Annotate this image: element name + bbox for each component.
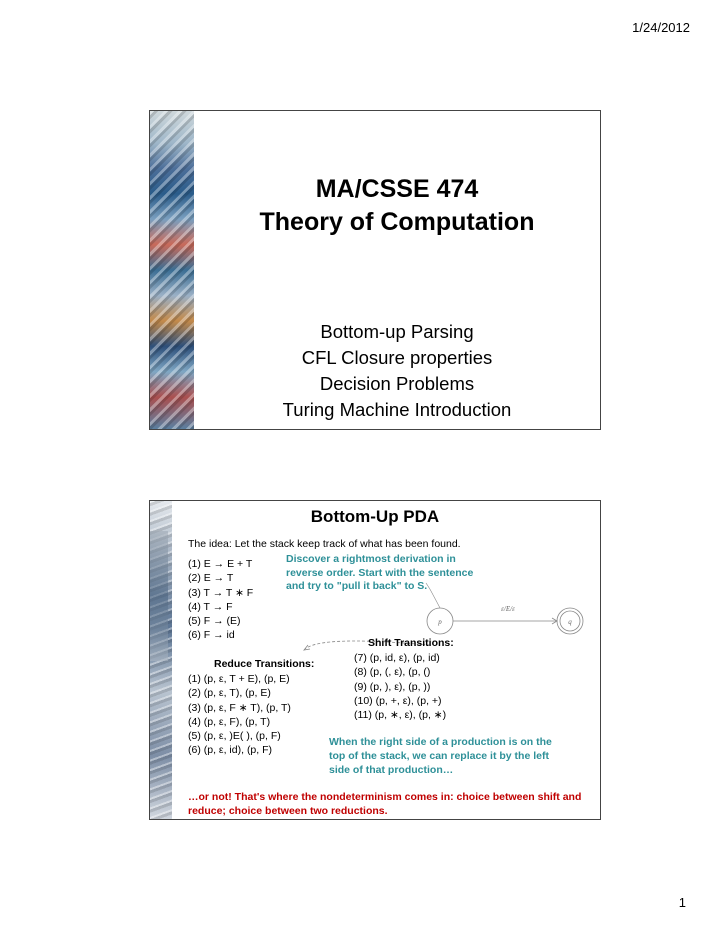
reduce-transition: (3) (p, ε, F ∗ T), (p, T) — [188, 701, 291, 714]
reduce-heading: Reduce Transitions: — [214, 658, 315, 670]
reduce-transition: (6) (p, ε, id), (p, F) — [188, 744, 273, 757]
production: (2) E → T — [188, 572, 234, 585]
pda-edge-label: ε/E/ε — [501, 605, 515, 613]
slide-title — [149, 110, 601, 430]
discover-note: Discover a rightmost derivation in reverse order. Start with the sentence and try to "pull it back" to S. — [286, 553, 474, 592]
shift-transition: (11) (p, ∗, ε), (p, ∗) — [354, 709, 447, 722]
reduce-transition: (4) (p, ε, F), (p, T) — [188, 715, 271, 728]
pda-state-q-label: q — [568, 618, 572, 626]
reduce-transition: (2) (p, ε, T), (p, E) — [188, 687, 271, 700]
right-side-note: When the right side of a production is on the top of the stack, we can replace it by the left side of that production… — [329, 736, 552, 776]
topic-item: Decision Problems — [319, 373, 475, 394]
idea-text: The idea: Let the stack keep track of what has been found. — [188, 538, 461, 550]
decorative-strip-accent — [150, 531, 168, 661]
topic-list — [194, 319, 600, 423]
topic-item: CFL Closure properties — [301, 347, 493, 368]
shift-transition: (10) (p, +, ε), (p, +) — [354, 694, 442, 707]
production: (5) F → (E) — [188, 615, 241, 628]
pda-state-p-label: p — [438, 618, 442, 626]
production: (3) T → T ∗ F — [188, 586, 254, 599]
production: (1) E → E + T — [188, 558, 253, 570]
course-title — [194, 173, 600, 239]
production: (4) T → F — [188, 600, 233, 613]
reduce-transition: (1) (p, ε, T + E), (p, E) — [188, 673, 290, 685]
shift-transition: (7) (p, id, ε), (p, id) — [354, 652, 440, 664]
date-header: 1/24/2012 — [632, 20, 690, 35]
topic-item: Bottom-up Parsing — [320, 321, 474, 342]
title-line-2: Theory of Computation — [259, 208, 535, 236]
decorative-strip — [150, 111, 194, 429]
topic-item: Turing Machine Introduction — [282, 399, 512, 420]
page-number: 1 — [678, 895, 686, 910]
shift-transition: (8) (p, (, ε), (p, () — [354, 666, 431, 679]
grammar-productions — [188, 557, 253, 643]
reduce-transitions — [188, 672, 291, 758]
shift-transitions — [354, 651, 446, 722]
reduce-transition: (5) (p, ε, )E( ), (p, F) — [188, 730, 281, 743]
shift-transition: (9) (p, ), ε), (p, )) — [354, 680, 431, 693]
production: (6) F → id — [188, 629, 235, 642]
slide-title: Bottom-Up PDA — [310, 507, 440, 526]
title-line-1: MA/CSSE 474 — [315, 175, 479, 203]
shift-heading: Shift Transitions: — [368, 637, 454, 649]
slide-bottom-up-pda — [149, 500, 601, 820]
nondeterminism-note: …or not! That's where the nondeterminism comes in: choice between shift and reduce; choice between two reductions. — [188, 791, 582, 817]
